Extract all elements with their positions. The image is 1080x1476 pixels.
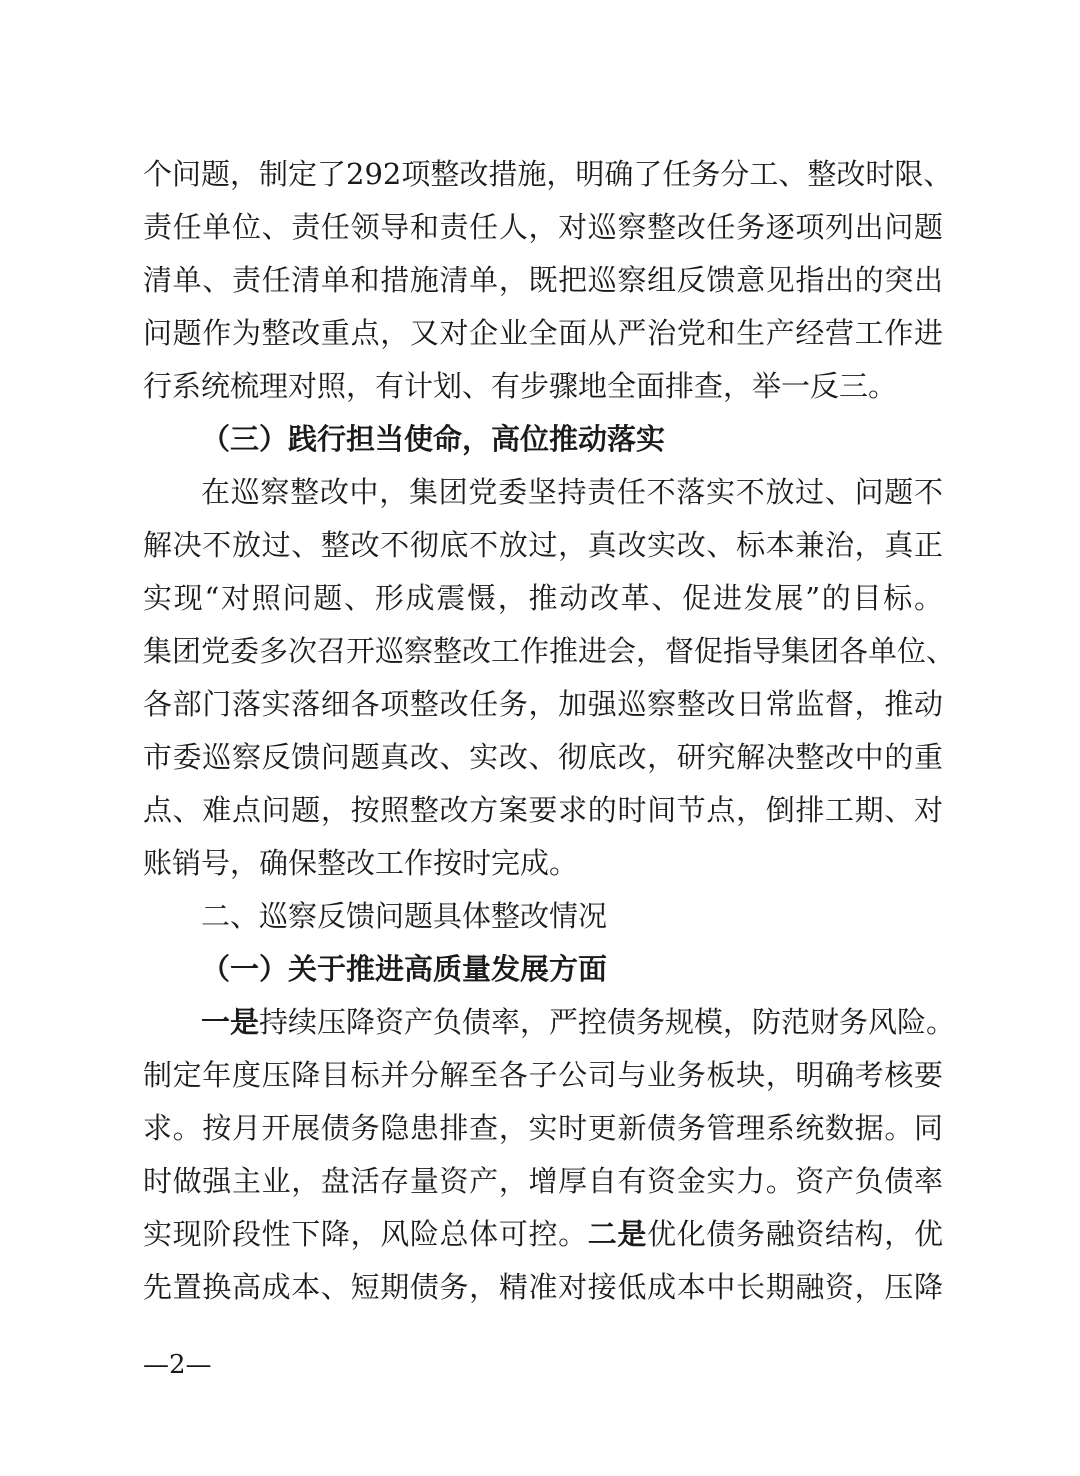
text-line: 清单、责任清单和措施清单，既把巡察组反馈意见指出的突出 (143, 263, 943, 297)
text-line: 求。按月开展债务隐患排查，实时更新债务管理系统数据。同 (143, 1111, 943, 1145)
section-heading-3: （三）践行担当使命，高位推动落实 (201, 422, 666, 456)
subsection-heading-1: （一）关于推进高质量发展方面 (201, 952, 608, 986)
text-line: 点、难点问题，按照整改方案要求的时间节点，倒排工期、对 (143, 793, 943, 827)
text-line: 问题作为整改重点，又对企业全面从严治党和生产经营工作进 (143, 316, 943, 350)
document-body (143, 148, 956, 1314)
paragraph-debt-control (143, 996, 956, 1314)
text-line: 行系统梳理对照，有计划、有步骤地全面排查，举一反三。 (143, 369, 898, 403)
lead-marker-second: 二是 (587, 1217, 648, 1251)
text-line (143, 1208, 943, 1261)
text-line: 责任单位、责任领导和责任人，对巡察整改任务逐项列出问题 (143, 210, 943, 244)
paragraph-task-breakdown (143, 148, 953, 413)
text-line: 时做强主业，盘活存量资产，增厚自有资金实力。资产负债率 (143, 1164, 943, 1198)
text-segment: 优化债务融资结构，优 (647, 1217, 943, 1251)
text-segment: 持续压降资产负债率，严控债务规模，防范财务风险。 (259, 1005, 956, 1039)
chapter-heading-2: 二、巡察反馈问题具体整改情况 (201, 899, 608, 933)
text-line: 账销号，确保整改工作按时完成。 (143, 846, 579, 880)
text-line: 个问题，制定了292项整改措施，明确了任务分工、整改时限、 (143, 157, 953, 191)
lead-marker-first: 一是 (201, 1005, 260, 1039)
text-line: 先置换高成本、短期债务，精准对接低成本中长期融资，压降 (143, 1270, 943, 1304)
text-line: 集团党委多次召开巡察整改工作推进会，督促指导集团各单位、 (143, 634, 956, 668)
text-line: 实现“对照问题、形成震慑，推动改革、促进发展”的目标。 (143, 581, 943, 615)
text-line: 在巡察整改中，集团党委坚持责任不落实不放过、问题不 (201, 475, 943, 509)
text-segment: 实现阶段性下降，风险总体可控。 (143, 1217, 588, 1251)
text-line: 市委巡察反馈问题真改、实改、彻底改，研究解决整改中的重 (143, 740, 943, 774)
paragraph-rectification-progress (143, 466, 956, 890)
text-line: 各部门落实落细各项整改任务，加强巡察整改日常监督，推动 (143, 687, 943, 721)
page-number: —2— (143, 1350, 212, 1380)
text-line: 制定年度压降目标并分解至各子公司与业务板块，明确考核要 (143, 1058, 943, 1092)
text-line (143, 996, 956, 1049)
text-line: 解决不放过、整改不彻底不放过，真改实改、标本兼治，真正 (143, 528, 943, 562)
